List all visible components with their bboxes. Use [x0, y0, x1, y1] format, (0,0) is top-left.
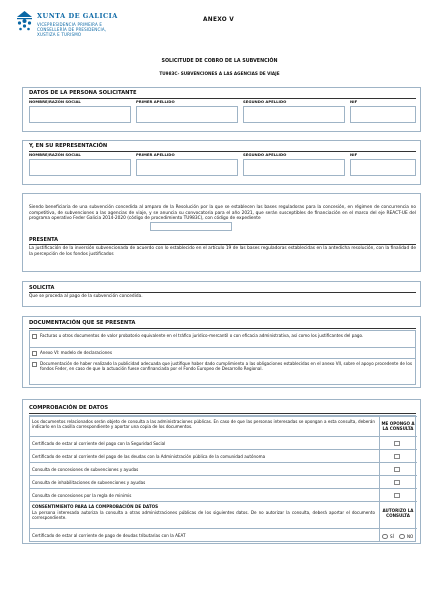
verification-section [22, 399, 421, 544]
divider [29, 244, 416, 245]
divider [30, 358, 415, 359]
expedient-code-field[interactable] [150, 222, 232, 231]
table-row [30, 528, 417, 543]
table-row [30, 475, 417, 488]
authorize-yes-radio[interactable] [382, 534, 388, 540]
statement-text: Siendo beneficiaria de una subvención concedida al amparo de la Resolución por la que se establecen las bases reguladoras para la concesión, en régimen de concurrencia no competitiva, de subvenciones a las agencias de viaje, y se anuncia su convocatoria para el año 2021, que serán susceptibles de financiación en el marco del eje REACT-UE del programa operativo Feder Galicia 2014-2020 (código de procedimiento TU983C), con código de expediente [29, 205, 416, 222]
consent-text: La persona interesada autoriza la consulta a otras administraciones públicas de los siguientes datos. De no autorizar la consulta, deberá aportar el documento correspondiente. [32, 510, 375, 521]
table-row [30, 488, 417, 501]
applicant-section [22, 87, 421, 132]
solicita-text: Que se proceda al pago de la subvención concedida. [29, 294, 143, 299]
representative-surname2-label: SEGUNDO APELLIDO [243, 152, 287, 157]
applicant-surname2-label: SEGUNDO APELLIDO [243, 99, 287, 104]
consent-row [30, 501, 417, 528]
verification-row-label: Consulta de concesiones por la regla de minimis [32, 493, 132, 498]
documentation-list [29, 330, 416, 385]
oppose-checkbox[interactable] [394, 493, 400, 499]
page-subtitle: TU983C- SUBVENCIONES A LAS AGENCIAS DE VIAJE [159, 71, 280, 76]
applicant-surname1-label: PRIMER APELLIDO [136, 99, 175, 104]
statement-section [22, 193, 421, 272]
page-title: SOLICITUDE DE COBRO DE LA SUBVENCIÓN [161, 59, 278, 64]
documentation-section [22, 316, 421, 388]
verification-table [29, 415, 416, 542]
divider [29, 328, 416, 329]
verification-heading: COMPROBACIÓN DE DATOS [29, 405, 109, 411]
documentation-heading: DOCUMENTACIÓN QUE SE PRESENTA [29, 320, 136, 326]
documentation-item-text: Facturas u otros documentos de valor probatorio equivalente en el tráfico jurídico-mercantil o con eficacia administrativa, así como los justificantes del pago. [40, 333, 364, 338]
representative-surname1-label: PRIMER APELLIDO [136, 152, 175, 157]
applicant-name-label: NOMBRE/RAZÓN SOCIAL [29, 99, 81, 104]
representative-name-field[interactable] [29, 159, 131, 176]
oppose-header: ME OPONGO A LA CONSULTA [381, 421, 415, 432]
divider [30, 347, 415, 348]
xunta-emblem-icon [14, 9, 35, 33]
representative-surname1-field[interactable] [136, 159, 238, 176]
oppose-checkbox[interactable] [394, 441, 400, 447]
yes-label: SÍ [390, 534, 394, 539]
oppose-checkbox[interactable] [394, 454, 400, 460]
representative-nif-label: NIF [350, 152, 358, 157]
representative-surname2-field[interactable] [243, 159, 345, 176]
divider [29, 413, 416, 414]
table-row [30, 462, 417, 475]
aeat-row-label: Certificado de estar al corriente de pago de deudas tributarias con la AEAT [32, 533, 186, 538]
checkbox[interactable] [32, 362, 37, 367]
applicant-nif-label: NIF [350, 99, 358, 104]
divider [29, 98, 416, 99]
oppose-checkbox[interactable] [394, 480, 400, 486]
applicant-heading: DATOS DE LA PERSONA SOLICITANTE [29, 90, 137, 96]
consent-heading: CONSENTIMIENTO PARA LA COMPROBACIÓN DE DATOS [32, 504, 159, 509]
table-row [30, 449, 417, 462]
org-name: XUNTA DE GALICIA [37, 12, 118, 20]
verification-row-label: Certificado de estar al corriente del pago con la Seguridad Social [32, 441, 166, 446]
representative-heading: Y, EN SU REPRESENTACIÓN [29, 143, 108, 149]
verification-row-label: Consulta de inhabilitaciones de subvenciones y ayudas [32, 480, 146, 485]
checkbox[interactable] [32, 334, 37, 339]
presenta-heading: PRESENTA [29, 237, 59, 243]
verification-intro: Los documentos relacionados serán objeto de consulta a las administraciones públicas. En caso de que las personas interesadas se opongan a esta consulta, deberán indicarlo en la casilla correspondiente y aportar una copia de los documentos. [32, 419, 375, 430]
verification-row-label: Certificado de estar al corriente del pago de las deudas con la Administración pública de la comunidad autónoma [32, 454, 266, 459]
documentation-item-text: Anexo VI: modelo de declaraciones [40, 350, 112, 355]
applicant-surname1-field[interactable] [136, 106, 238, 123]
applicant-surname2-field[interactable] [243, 106, 345, 123]
divider [29, 151, 416, 152]
no-label: NO [407, 534, 414, 539]
org-department: VICEPRESIDENCIA PRIMEIRA E CONSELLERÍA DE PRESIDENCIA, XUSTIZA E TURISMO [37, 22, 107, 38]
solicita-section [22, 281, 421, 307]
representative-section [22, 140, 421, 185]
applicant-nif-field[interactable] [350, 106, 416, 123]
documentation-item [32, 350, 412, 357]
documentation-item-text: Documentación de haber realizado la publicidad adecuada que justifique haber dado cumplimiento a las obligaciones establecidas en el anexo VII, sobre el apoyo procedente de los fondos Feder, en caso de que la actuación fuese confinanciada por el Fondo Europeo de Desarrollo Regional. [40, 361, 412, 372]
authorize-no-radio[interactable] [399, 534, 405, 540]
verification-row-label: Consulta de concesiones de subvenciones y ayudas [32, 467, 139, 472]
solicita-heading: SOLICITA [29, 285, 55, 291]
divider [29, 292, 416, 293]
representative-name-label: NOMBRE/RAZÓN SOCIAL [29, 152, 81, 157]
table-row [30, 436, 417, 449]
documentation-item [32, 333, 412, 345]
oppose-checkbox[interactable] [394, 467, 400, 473]
documentation-item [32, 361, 412, 381]
table-header-row [30, 416, 417, 436]
checkbox[interactable] [32, 351, 37, 356]
presenta-text: La justificación de la inversión subvencionada de acuerdo con lo establecido en el artículo 19 de las bases reguladoras establecidas en la antedicha resolución, con la finalidad de la percepción de los fondos justificados [29, 246, 416, 257]
annex-label: ANEXO V [203, 17, 235, 23]
applicant-name-field[interactable] [29, 106, 131, 123]
xunta-logo [14, 9, 144, 53]
authorize-header: AUTORIZO LA CONSULTA [382, 508, 414, 519]
representative-nif-field[interactable] [350, 159, 416, 176]
